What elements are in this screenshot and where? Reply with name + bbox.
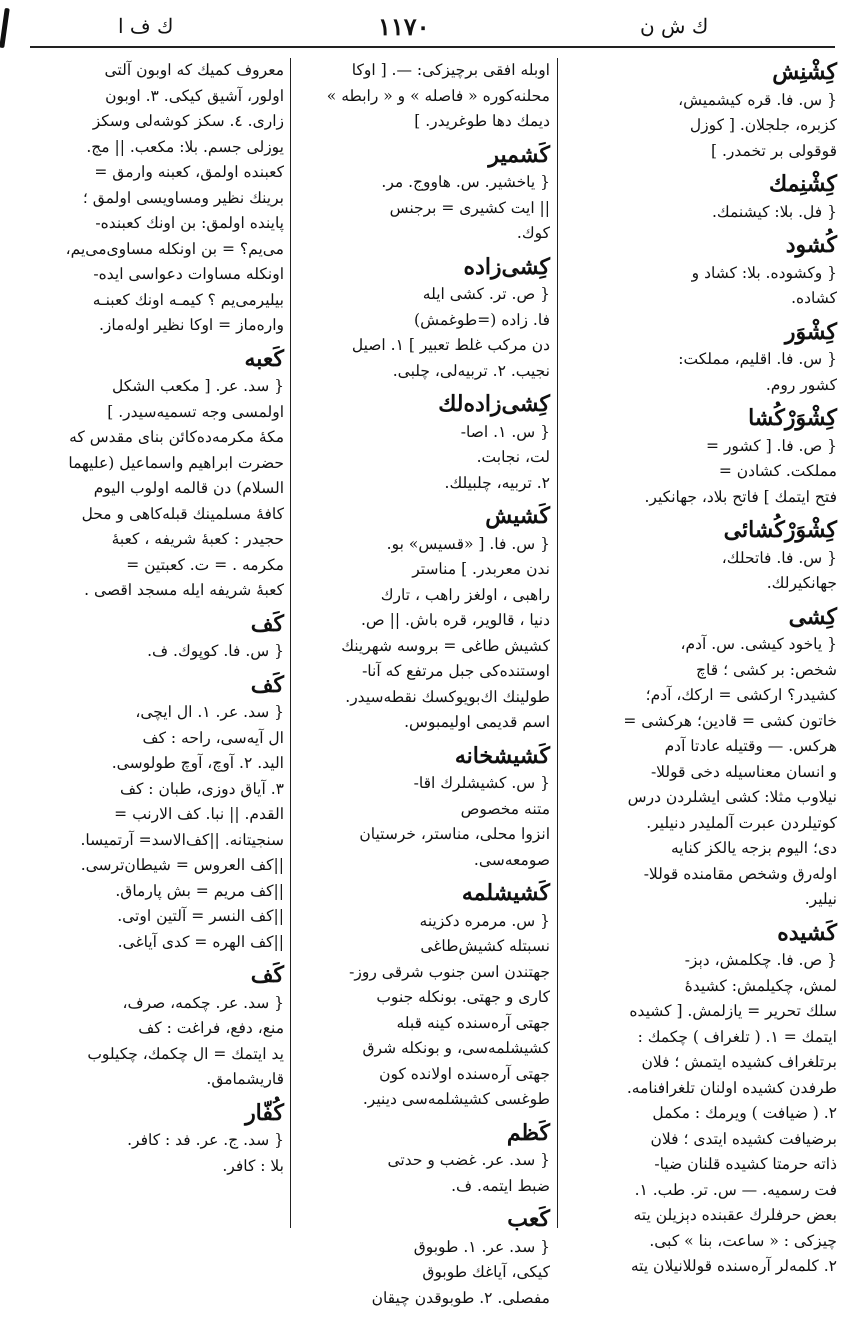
entry-headword: كَف: [250, 671, 284, 698]
entry-line: قاريشمامق.: [206, 1070, 284, 1088]
entry-line: فا. زاده (=طوغمش): [414, 310, 550, 329]
dictionary-entry: [22, 961, 284, 1093]
entry-line: اوبله افقى برچيزكى: —. [ اوكا: [351, 61, 550, 79]
entry-line: كشيشلمه‌سى، و بونكله شرق: [362, 1039, 550, 1057]
entry-line: يوزلى جسم. بلا: مكعب. || مج.: [86, 137, 284, 156]
entry-line: مى‌يم؟ = بن اونكله مساوى‌مى‌يم،: [65, 239, 284, 258]
entry-line: كيكى، آياغك طوبوق: [422, 1263, 550, 1281]
entry-line: كوتيلردن عبرت آلمليدر دنيلير.: [646, 813, 837, 832]
entry-line: دنيا ، قالوير، قره باش. || ص.: [361, 611, 550, 629]
entry-line: كزبره، جلجلان. [ كوزل: [689, 116, 837, 134]
entry-line: { فل. بلا: كيشنمك.: [711, 202, 837, 221]
entry-line: زارى. ٤. سكز كوشه‌لى وسكز: [92, 112, 284, 130]
header-right-letters: ك ش ن: [640, 14, 709, 38]
entry-line: شخص: بر كشى ؛ قاچ: [696, 660, 837, 679]
entry-headword: كَشيشلمه: [461, 880, 550, 906]
page-header: [0, 0, 849, 44]
entry-line: { س. مرمره دكزينه: [419, 911, 550, 930]
dictionary-entry: [298, 502, 550, 736]
page-number: ١١٧٠: [378, 12, 430, 41]
entry-line: ||كف العروس = شيطان‌ترسى.: [80, 856, 284, 874]
entry-line: { سد. ج. عر. فد : كافر.: [127, 1131, 284, 1149]
entry-line: اولەرق وشخص مقامنده قوللا-: [643, 864, 837, 883]
entry-headword: كَف: [250, 610, 284, 637]
entry-line: || ايت كشيرى = برجنس: [389, 198, 550, 217]
dictionary-entry: [22, 345, 284, 604]
entry-line: مكرمه . = ت. كعبتين =: [126, 555, 284, 574]
entry-line: سلك تحرير = يازلمش. [ كشيده: [629, 1002, 837, 1020]
entry-line: صومعه‌سى.: [473, 850, 550, 869]
entry-line: ايتمك = ١. ( تلغراف ) چكمك :: [637, 1027, 837, 1046]
entry-line: و انسان معناسيله دخى قوللا-: [650, 762, 837, 781]
dictionary-entry: [565, 919, 837, 1280]
entry-line: { سد. عر. چكمه، صرف،: [122, 993, 284, 1012]
entry-headword: كَشيشخانه: [454, 742, 550, 769]
entry-line: { ياخود كيشى. س. آدم،: [680, 635, 837, 653]
dictionary-entry: [298, 742, 550, 874]
entry-headword: كَعبه: [244, 345, 284, 372]
entry-line: { س. ١. اصا-: [460, 422, 550, 441]
entry-line: ضبط ايتمه. ف.: [451, 1176, 550, 1195]
entry-line: دن مركب غلط تعبير ] ١. اصيل: [351, 336, 550, 354]
dictionary-entry: [565, 231, 837, 312]
entry-line: اوستنده‌كى جبل مرتفع كه آنا-: [362, 662, 550, 680]
entry-line: { س. فا. قره كيشميش،: [678, 90, 837, 109]
entry-line: سنجيتانه. ||كف‌الاسد= آرتميسا.: [80, 830, 284, 849]
entry-line: برينك نظير ومساويسى اولمق ؛: [82, 188, 284, 207]
entry-line: { ص. فا. [ كشور =: [706, 436, 837, 455]
entry-line: ||كف النسر = آلتين اوتى.: [117, 907, 284, 925]
entry-line: { سد. عر. [ مكعب الشكل: [111, 377, 284, 395]
entry-line: ||كف الهره = كدى آياغى.: [117, 932, 284, 951]
column-middle: [298, 58, 550, 1307]
entry-headword: كَشمير: [488, 141, 550, 168]
entry-line: اولمسى وجه تسميه‌سيدر. ]: [107, 402, 284, 421]
entry-line: وارەماز = اوكا نظير اولەماز.: [98, 316, 284, 334]
entry-line: كشاده.: [791, 289, 837, 307]
entry-line: { سد. عر. ١. طوبوق: [413, 1237, 550, 1256]
dictionary-entry: [298, 1119, 550, 1200]
entry-headword: كُشود: [785, 232, 837, 258]
column-divider-left: [290, 58, 291, 1228]
entry-line: مفصلى. ٢. طوبوقدن چيقان: [371, 1288, 550, 1307]
entry-headword: كِشْنِمك: [769, 171, 837, 197]
dictionary-entry: [565, 404, 837, 510]
entry-line: ٢. ( ضيافت ) ويرمك : مكمل: [652, 1104, 837, 1122]
entry-line: يد ايتمك = ال چكمك، چكيلوب: [87, 1044, 284, 1063]
entry-headword: كُفّار: [245, 1099, 284, 1126]
entry-line: جهتى آره‌سنده اولانده كون: [379, 1064, 550, 1083]
entry-line: خاتون كشى = قادين؛ هركشى =: [623, 711, 837, 730]
entry-line: نيلير.: [804, 890, 837, 908]
entry-line: پاينده اولمق: بن اونك كعبنده-: [95, 214, 284, 232]
entry-headword: كِشى: [788, 603, 837, 630]
entry-line: برضيافت كشيده ايتدى ؛ فلان: [650, 1129, 837, 1148]
entry-line: كعبهٔ شريفه ايله مسجد اقصى .: [84, 581, 284, 599]
entry-line: نسبتله كشيش‌طاغى: [420, 937, 550, 955]
dictionary-entry: [298, 253, 550, 385]
entry-line: { سد. عر. ١. ال ايچى،: [135, 703, 284, 721]
entry-line: كشيش طاغى = بروسه شهرينك: [341, 636, 550, 655]
dictionary-entry: [22, 1099, 284, 1180]
entry-line: { س. فا. كوپوك. ف.: [147, 642, 284, 660]
entry-line: كوك.: [516, 224, 550, 242]
entry-headword: كِشْنِش: [772, 59, 837, 85]
entry-line: معروف كميك كه اوبون آلتى: [104, 61, 284, 79]
entry-line: حضرت ابراهيم واسماعيل (عليهما: [68, 453, 284, 472]
entry-line: انزوا محلى، مناستر، خرستيان: [359, 825, 550, 843]
entry-line: ٣. آياق دوزى، طبان : كف: [119, 779, 284, 798]
dictionary-entry: [22, 610, 284, 665]
dictionary-entry: [22, 58, 284, 339]
entry-line: هركس. — وقتيله عادتا آدم: [664, 737, 837, 755]
entry-line: اونكله مساوات دعواسى ايده-: [93, 265, 284, 283]
entry-headword: كَظم: [506, 1119, 550, 1146]
dictionary-entry: [298, 390, 550, 496]
entry-line: { س. كشيشلرك اقا-: [413, 774, 550, 792]
entry-headword: كِشْوَرْكُشا: [748, 405, 837, 431]
entry-line: بعض حرفلرك عقبنده دېزيلن يته: [633, 1206, 837, 1224]
entry-line: { س. فا. فاتحلك،: [721, 548, 837, 567]
entry-line: طولينك اك‌بويوكسك نقطه‌سيدر.: [345, 687, 550, 706]
entry-line: كافهٔ مسلمينك قبله‌كاهى و محل: [81, 504, 284, 523]
column-right: [565, 58, 837, 1275]
entry-headword: كِشْوَر: [784, 318, 837, 345]
entry-line: نجيب. ٢. تربيه‌لى، چلبى.: [392, 361, 550, 380]
entry-line: ٢. كلمه‌لر آره‌سنده قوللانيلان يته: [630, 1257, 837, 1275]
entry-line: طرفدن كشيده اولنان تلغرافنامه.: [626, 1078, 837, 1097]
dictionary-entry: [565, 603, 837, 913]
dictionary-entry: [298, 141, 550, 247]
entry-line: مملكت. كشادن =: [718, 462, 837, 480]
entry-line: فت رسميه. — س. تر. طب. ١.: [634, 1180, 837, 1199]
column-divider-right: [557, 58, 558, 1228]
entry-line: { ياخشير. س. هاووج. مر.: [381, 173, 550, 191]
dictionary-entry: [298, 1205, 550, 1311]
entry-line: القدم. || نبا. كف الارنب =: [114, 805, 284, 823]
entry-line: لت، نجابت.: [476, 448, 550, 466]
entry-headword: كِشْوَرْكُشائى: [723, 517, 837, 543]
entry-line: چيزكى : « ساعت، بنا » كبى.: [649, 1231, 837, 1250]
entry-line: فتح ايتمك ] فاتح بلاد، جهانكير.: [644, 487, 837, 506]
entry-line: { وكشوده. بلا: كشاد و: [691, 263, 837, 282]
entry-line: محلنه‌كوره « فاصله » و « رابطه »: [326, 86, 550, 105]
entry-line: ذاته حرمتا كشيده قلنان ضيا-: [654, 1155, 837, 1173]
entry-line: كارى و جهتى. بونكله جنوب: [376, 988, 550, 1006]
entry-line: { ص. تر. كشى ايله: [422, 285, 550, 303]
entry-line: اليد. ٢. آوچ، آوچ طولوسى.: [111, 754, 284, 772]
entry-line: ال آيه‌سى، راحه : كف: [142, 728, 284, 747]
entry-headword: كَعب: [507, 1206, 550, 1232]
entry-line: جهتندن اسن جنوب شرقى روز-: [349, 962, 550, 981]
entry-headword: كِشى‌زاده‌لك: [438, 391, 550, 417]
entry-line: { س. فا. [ «قسيس» بو.: [386, 534, 550, 553]
dictionary-entry: [565, 318, 837, 399]
entry-line: كعبنده اولمق، كعبنه وارمق =: [94, 163, 284, 181]
entry-line: برتلغراف كشيده ايتمش ؛ فلان: [641, 1053, 837, 1071]
entry-line: اولور، آشيق كيكى. ٣. اوبون: [105, 86, 284, 105]
entry-headword: كِشى‌زاده: [463, 253, 550, 280]
entry-headword: كَف: [250, 962, 284, 988]
entry-line: السلام) دن قالمه اولوب اليوم: [93, 479, 284, 497]
entry-line: ٢. تربيه، چلبيلك.: [444, 473, 550, 492]
entry-line: { س. فا. اقليم، مملكت:: [678, 350, 837, 368]
entry-line: كشيدر؟ اركشى = اركك، آدم؛: [645, 686, 837, 704]
entry-headword: كَشيده: [777, 919, 837, 946]
dictionary-entry: [22, 671, 284, 956]
entry-line: ندن معربدر. ] مناستر: [412, 560, 550, 578]
entry-headword: كَشيش: [485, 503, 550, 529]
entry-line: جهتى آره‌سنده كينه قبله: [396, 1013, 550, 1032]
entry-line: اسم قديمى اوليمبوس.: [404, 713, 550, 731]
entry-line: نيلاوب مثلا: كشى ايشلردن درس: [627, 788, 837, 806]
entry-line: ديمك دها طوغريدر. ]: [414, 112, 550, 130]
entry-line: لمش، چكيلمش: كشيدهٔ: [684, 976, 837, 995]
entry-line: بيليرمى‌يم ؟ كيمـه اونك كعبنـه: [92, 290, 284, 309]
entry-line: جهانكيرلك.: [766, 574, 837, 592]
entry-line: { ص. فا. چكلمش، دېز-: [684, 951, 837, 969]
header-left-letters: ك ف ا: [118, 14, 174, 38]
entry-line: راهبى ، اولغز راهب ، تارك: [380, 585, 550, 604]
entry-line: قوقولى بر تخمدر. ]: [711, 141, 837, 160]
entry-line: حجيدر : كعبهٔ شريفه ، كعبهٔ: [111, 530, 284, 548]
dictionary-entry: [565, 58, 837, 164]
entry-line: ||كف مريم = بش پارماق.: [115, 881, 284, 900]
entry-line: مكهٔ مكرمه‌ده‌كائن بناى مقدس كه: [69, 428, 284, 446]
entry-line: بلا : كافر.: [222, 1156, 284, 1175]
dictionary-entry: [298, 879, 550, 1113]
dictionary-entry: [298, 58, 550, 135]
dictionary-entry: [565, 516, 837, 597]
entry-line: كشور روم.: [765, 375, 837, 394]
entry-line: طوغسى كشيشلمه‌سى دينير.: [362, 1090, 550, 1108]
entry-line: منع، دفع، فراغت : كف: [138, 1019, 284, 1037]
entry-line: دى؛ اليوم بزجه يالكز كنايه: [670, 839, 837, 857]
header-rule: [30, 46, 835, 48]
dictionary-entry: [565, 170, 837, 225]
entry-line: { سد. عر. غضب و حدتى: [387, 1151, 550, 1169]
column-left: [22, 58, 284, 1218]
entry-line: متنه مخصوص: [460, 799, 550, 818]
